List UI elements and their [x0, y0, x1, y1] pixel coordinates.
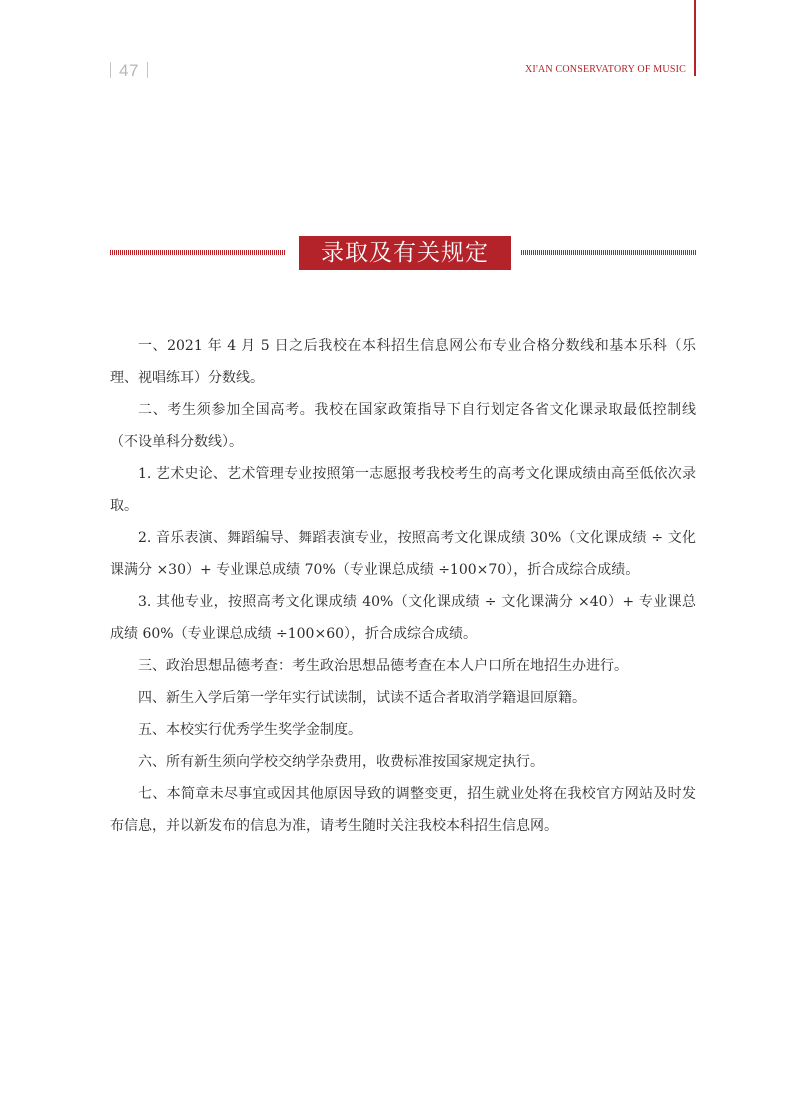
paragraph-item-6: 六、所有新生须向学校交纳学杂费用，收费标准按国家规定执行。 [138, 754, 544, 770]
section-title: 录取及有关规定 [299, 236, 511, 270]
page-number-value: 47 [119, 61, 139, 80]
page-number-divider-right [147, 62, 148, 78]
running-header-school-name: XI'AN CONSERVATORY OF MUSIC [525, 64, 686, 75]
paragraph-subitem-3: 3. 其他专业，按照高考文化课成绩 40%（文化课成绩 ÷ 文化课满分 ×40）+ 专业课总成绩 60%（专业课总成绩 ÷100×60），折合成综合成绩。 [110, 594, 696, 642]
paragraph-item-4: 四、新生入学后第一学年实行试读制，试读不适合者取消学籍退回原籍。 [138, 690, 586, 706]
section-header-dotted-rule-left [110, 250, 286, 255]
page-number [110, 61, 156, 81]
paragraph-item-5: 五、本校实行优秀学生奖学金制度。 [138, 722, 362, 738]
paragraph-item-3: 三、政治思想品德考查：考生政治思想品德考查在本人户口所在地招生办进行。 [138, 658, 628, 674]
section-header [110, 232, 696, 272]
paragraph-subitem-1: 1. 艺术史论、艺术管理专业按照第一志愿报考我校考生的高考文化课成绩由高至低依次录取。 [110, 466, 696, 514]
header-vertical-rule [694, 0, 696, 76]
paragraph-item-2: 二、考生须参加全国高考。我校在国家政策指导下自行划定各省文化课录取最低控制线（不设单科分数线）。 [110, 402, 696, 450]
paragraph-item-1: 一、2021 年 4 月 5 日之后我校在本科招生信息网公布专业合格分数线和基本乐科（乐理、视唱练耳）分数线。 [110, 338, 696, 386]
paragraph-item-7: 七、本简章未尽事宜或因其他原因导致的调整变更，招生就业处将在我校官方网站及时发布信息，并以新发布的信息为准，请考生随时关注我校本科招生信息网。 [110, 786, 696, 834]
section-header-dotted-rule-right [521, 250, 696, 255]
section-body [110, 330, 696, 842]
paragraph-subitem-2: 2. 音乐表演、舞蹈编导、舞蹈表演专业，按照高考文化课成绩 30%（文化课成绩 ÷ 文化课满分 ×30）+ 专业课总成绩 70%（专业课总成绩 ÷100×70），折合成综合成绩。 [110, 530, 696, 578]
page-number-divider-left [110, 62, 111, 78]
